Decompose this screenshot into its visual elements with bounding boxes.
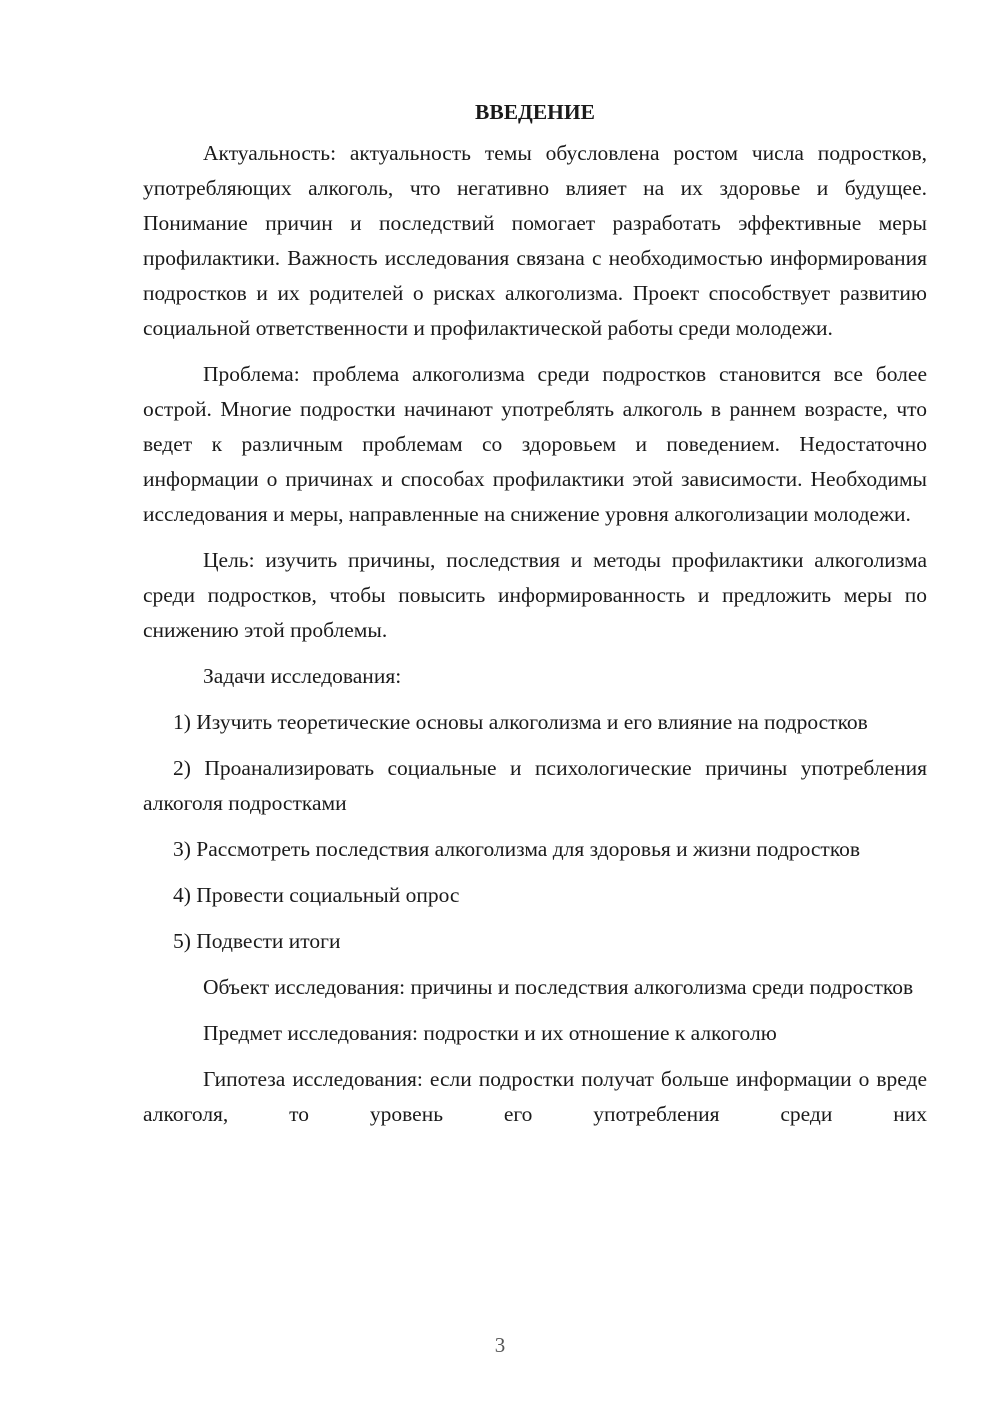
research-object: Объект исследования: причины и последствия алкоголизма среди подростков <box>203 975 914 999</box>
research-subject: Предмет исследования: подростки и их отношение к алкоголю <box>203 1021 777 1045</box>
tasks-heading: Задачи исследования: <box>203 664 402 688</box>
task-item-3: 3) Рассмотреть последствия алкоголизма для здоровья и жизни подростков <box>173 837 861 861</box>
task-item-5: 5) Подвести итоги <box>173 929 341 953</box>
goal-paragraph: Цель: изучить причины, последствия и методы профилактики алкоголизма среди подростков, чтобы повысить информированность и предложить меры по снижению этой проблемы. <box>143 548 927 642</box>
research-hypothesis: Гипотеза исследования: если подростки получат больше информации о вреде алкоголя, то уровень его употребления среди них <box>143 1067 927 1126</box>
task-item-1: 1) Изучить теоретические основы алкоголизма и его влияние на подростков <box>173 710 868 734</box>
task-item-2: 2) Проанализировать социальные и психологические причины употребления алкоголя подростками <box>143 756 927 815</box>
problem-paragraph: Проблема: проблема алкоголизма среди подростков становится все более острой. Многие подростки начинают употреблять алкоголь в раннем возрасте, что ведет к различным проблемам со здоровьем и поведением. Недостаточно информации о причинах и способах профилактики этой зависимости. Необходимы исследования и меры, направленные на снижение уровня алкоголизации молодежи. <box>143 362 927 526</box>
page-number: 3 <box>494 1333 506 1357</box>
document-page <box>143 95 927 1143</box>
page-title: ВВЕДЕНИЕ <box>475 100 595 124</box>
task-item-4: 4) Провести социальный опрос <box>173 883 460 907</box>
relevance-paragraph: Актуальность: актуальность темы обусловлена ростом числа подростков, употребляющих алкоголь, что негативно влияет на их здоровье и будущее. Понимание причин и последствий помогает разработать эффективные меры профилактики. Важность исследования связана с необходимостью информирования подростков и их родителей о рисках алкоголизма. Проект способствует развитию социальной ответственности и профилактической работы среди молодежи. <box>143 141 927 340</box>
